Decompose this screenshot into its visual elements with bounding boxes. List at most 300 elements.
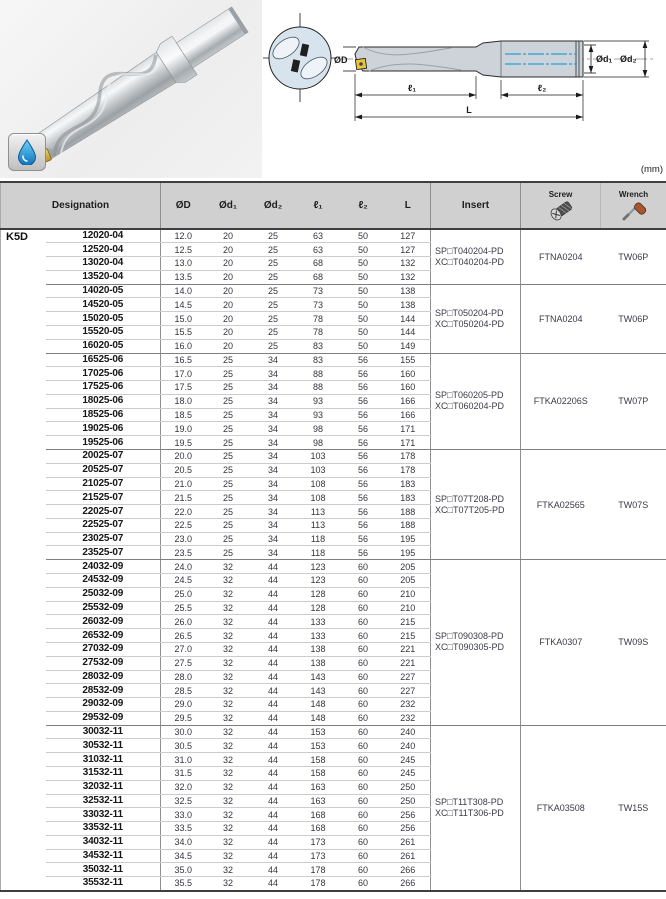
length-cell: 132 [386,257,431,271]
designation-cell: 30032-11 [46,725,161,739]
od-cell: 33.0 [161,808,206,822]
designation-cell: 25032-09 [46,587,161,601]
od2-cell: 34 [251,422,296,436]
wrench-cell: TW06P [601,284,666,353]
od-cell: 34.0 [161,835,206,849]
l2-cell: 50 [341,339,386,353]
col-header-designation: Designation [1,182,161,229]
od2-cell: 44 [251,670,296,684]
l1-cell: 108 [296,477,341,491]
insert-cell [431,560,521,725]
designation-cell: 18525-06 [46,408,161,422]
designation-cell: 29532-09 [46,711,161,725]
od-cell: 32.0 [161,780,206,794]
insert-designation: SP□T11T308-PD [435,796,504,807]
od2-cell: 44 [251,642,296,656]
l1-cell: 138 [296,656,341,670]
l1-cell: 138 [296,642,341,656]
l2-cell: 56 [341,491,386,505]
od-cell: 26.5 [161,629,206,643]
wrench-cell: TW07P [601,353,666,449]
insert-designation: XC□T090305-PD [435,642,504,653]
od1-cell: 32 [206,863,251,877]
designation-cell: 32532-11 [46,794,161,808]
l1-cell: 83 [296,353,341,367]
od1-cell: 32 [206,753,251,767]
od1-cell: 25 [206,463,251,477]
designation-cell: 31532-11 [46,766,161,780]
od1-cell: 25 [206,394,251,408]
l2-cell: 50 [341,284,386,298]
l1-cell: 123 [296,574,341,588]
od1-cell: 32 [206,698,251,712]
l1-cell: 173 [296,849,341,863]
l1-cell: 148 [296,711,341,725]
od2-cell: 34 [251,450,296,464]
od2-cell: 25 [251,270,296,284]
designation-cell: 20025-07 [46,450,161,464]
designation-cell: 21025-07 [46,477,161,491]
od1-cell: 25 [206,408,251,422]
od2-cell: 44 [251,849,296,863]
od1-cell: 25 [206,532,251,546]
designation-cell: 16525-06 [46,353,161,367]
length-cell: 149 [386,339,431,353]
designation-cell: 32032-11 [46,780,161,794]
od-cell: 16.5 [161,353,206,367]
od2-cell: 44 [251,863,296,877]
l2-cell: 60 [341,780,386,794]
screw-cell: FTKA02565 [521,450,601,560]
insert-designation: SP□T090308-PD [435,631,504,642]
l2-cell: 50 [341,312,386,326]
od1-cell: 25 [206,491,251,505]
designation-cell: 23525-07 [46,546,161,560]
od2-cell: 44 [251,629,296,643]
dim-label-l1: ℓ₁ [407,83,417,93]
od2-cell: 44 [251,698,296,712]
dim-label-l2: ℓ₂ [537,83,547,93]
l1-cell: 163 [296,794,341,808]
length-cell: 127 [386,243,431,257]
table-body [1,229,666,891]
od-cell: 22.0 [161,505,206,519]
insert-designation: XC□T11T306-PD [435,807,504,818]
designation-cell: 12020-04 [46,229,161,243]
dim-label-od1: Ød₁ [596,54,613,64]
l1-cell: 98 [296,436,341,450]
l2-cell: 60 [341,684,386,698]
l1-cell: 173 [296,835,341,849]
od-cell: 17.5 [161,381,206,395]
l1-cell: 73 [296,284,341,298]
od1-cell: 20 [206,312,251,326]
od-cell: 20.0 [161,450,206,464]
spec-row [1,560,666,574]
designation-cell: 29032-09 [46,698,161,712]
od1-cell: 25 [206,477,251,491]
length-cell: 256 [386,808,431,822]
coolant-drop-icon [16,139,38,165]
od-cell: 27.5 [161,656,206,670]
od2-cell: 44 [251,822,296,836]
od1-cell: 32 [206,642,251,656]
length-cell: 210 [386,587,431,601]
l2-cell: 60 [341,794,386,808]
length-cell: 266 [386,877,431,891]
l2-cell: 60 [341,725,386,739]
od2-cell: 25 [251,284,296,298]
od1-cell: 20 [206,243,251,257]
od2-cell: 34 [251,353,296,367]
l1-cell: 178 [296,877,341,891]
l2-cell: 60 [341,642,386,656]
l2-cell: 56 [341,353,386,367]
od-cell: 28.0 [161,670,206,684]
od-cell: 33.5 [161,822,206,836]
designation-cell: 15020-05 [46,312,161,326]
length-cell: 232 [386,711,431,725]
l2-cell: 56 [341,436,386,450]
l1-cell: 113 [296,505,341,519]
od-cell: 13.5 [161,270,206,284]
od2-cell: 44 [251,780,296,794]
table-header [1,182,666,229]
l1-cell: 158 [296,753,341,767]
length-cell: 144 [386,325,431,339]
od1-cell: 25 [206,353,251,367]
length-cell: 160 [386,367,431,381]
spec-row [1,353,666,367]
od-cell: 22.5 [161,518,206,532]
spec-row [1,284,666,298]
l1-cell: 143 [296,670,341,684]
od1-cell: 20 [206,325,251,339]
od2-cell: 44 [251,574,296,588]
l1-cell: 103 [296,450,341,464]
l1-cell: 113 [296,518,341,532]
od2-cell: 34 [251,477,296,491]
l1-cell: 103 [296,463,341,477]
length-cell: 250 [386,794,431,808]
length-cell: 132 [386,270,431,284]
screw-cell: FTNA0204 [521,229,601,284]
od1-cell: 32 [206,766,251,780]
l2-cell: 56 [341,408,386,422]
l1-cell: 143 [296,684,341,698]
length-cell: 227 [386,684,431,698]
od-cell: 21.5 [161,491,206,505]
od1-cell: 32 [206,684,251,698]
l2-cell: 50 [341,270,386,284]
designation-cell: 18025-06 [46,394,161,408]
designation-cell: 28032-09 [46,670,161,684]
od1-cell: 20 [206,257,251,271]
od-cell: 17.0 [161,367,206,381]
od1-cell: 32 [206,615,251,629]
length-cell: 195 [386,532,431,546]
length-cell: 138 [386,298,431,312]
od2-cell: 44 [251,684,296,698]
length-cell: 188 [386,518,431,532]
l1-cell: 133 [296,615,341,629]
l2-cell: 60 [341,656,386,670]
od-cell: 25.5 [161,601,206,615]
od-cell: 30.0 [161,725,206,739]
length-cell: 215 [386,615,431,629]
spec-row [1,229,666,243]
insert-designation: SP□T07T208-PD [435,493,504,504]
l1-cell: 163 [296,780,341,794]
od-cell: 19.5 [161,436,206,450]
screw-icon [548,200,574,222]
l2-cell: 56 [341,450,386,464]
designation-cell: 22025-07 [46,505,161,519]
l1-cell: 178 [296,863,341,877]
screw-cell: FTKA0307 [521,560,601,725]
od2-cell: 44 [251,794,296,808]
length-cell: 127 [386,229,431,243]
l2-cell: 60 [341,822,386,836]
length-cell: 245 [386,766,431,780]
drill-photo [12,0,262,172]
l2-cell: 56 [341,463,386,477]
designation-cell: 35032-11 [46,863,161,877]
od2-cell: 44 [251,587,296,601]
l2-cell: 60 [341,698,386,712]
od-cell: 31.5 [161,766,206,780]
od1-cell: 25 [206,518,251,532]
od1-cell: 25 [206,367,251,381]
od2-cell: 25 [251,339,296,353]
od2-cell: 25 [251,257,296,271]
length-cell: 245 [386,753,431,767]
l1-cell: 153 [296,725,341,739]
length-cell: 188 [386,505,431,519]
od-cell: 12.5 [161,243,206,257]
designation-cell: 14520-05 [46,298,161,312]
od-cell: 35.5 [161,877,206,891]
l1-cell: 63 [296,229,341,243]
col-header-wrench [601,182,666,229]
od2-cell: 44 [251,766,296,780]
l1-cell: 88 [296,367,341,381]
designation-cell: 33032-11 [46,808,161,822]
od1-cell: 32 [206,877,251,891]
wrench-label: Wrench [618,189,649,199]
designation-cell: 13020-04 [46,257,161,271]
od1-cell: 32 [206,656,251,670]
od-cell: 15.0 [161,312,206,326]
od1-cell: 20 [206,339,251,353]
designation-cell: 31032-11 [46,753,161,767]
od-cell: 18.0 [161,394,206,408]
l2-cell: 60 [341,615,386,629]
l2-cell: 50 [341,229,386,243]
od-cell: 34.5 [161,849,206,863]
od2-cell: 34 [251,381,296,395]
product-header [0,0,666,181]
l2-cell: 60 [341,808,386,822]
l2-cell: 50 [341,325,386,339]
od-cell: 18.5 [161,408,206,422]
od-cell: 14.0 [161,284,206,298]
length-cell: 178 [386,450,431,464]
od-cell: 35.0 [161,863,206,877]
l2-cell: 60 [341,587,386,601]
od2-cell: 25 [251,229,296,243]
l1-cell: 63 [296,243,341,257]
designation-cell: 35532-11 [46,877,161,891]
length-cell: 166 [386,408,431,422]
od-cell: 31.0 [161,753,206,767]
od-cell: 23.0 [161,532,206,546]
l1-cell: 68 [296,270,341,284]
l2-cell: 60 [341,766,386,780]
od1-cell: 32 [206,725,251,739]
length-cell: 227 [386,670,431,684]
col-header-od: ØD [161,182,206,229]
od2-cell: 44 [251,711,296,725]
screw-cell: FTKA03508 [521,725,601,890]
od2-cell: 44 [251,835,296,849]
od-cell: 30.5 [161,739,206,753]
od2-cell: 34 [251,491,296,505]
od-cell: 27.0 [161,642,206,656]
l2-cell: 50 [341,257,386,271]
l2-cell: 56 [341,532,386,546]
designation-cell: 22525-07 [46,518,161,532]
l2-cell: 56 [341,518,386,532]
length-cell: 195 [386,546,431,560]
od2-cell: 25 [251,325,296,339]
designation-cell: 27032-09 [46,642,161,656]
length-cell: 221 [386,656,431,670]
designation-cell: 16020-05 [46,339,161,353]
od1-cell: 32 [206,822,251,836]
od1-cell: 25 [206,505,251,519]
od1-cell: 32 [206,808,251,822]
l1-cell: 118 [296,532,341,546]
col-header-l2: ℓ₂ [341,182,386,229]
length-cell: 160 [386,381,431,395]
l2-cell: 60 [341,560,386,574]
spec-row [1,450,666,464]
od2-cell: 44 [251,725,296,739]
l1-cell: 78 [296,312,341,326]
designation-cell: 33532-11 [46,822,161,836]
designation-cell: 24032-09 [46,560,161,574]
l2-cell: 50 [341,243,386,257]
od2-cell: 34 [251,505,296,519]
od1-cell: 20 [206,298,251,312]
l2-cell: 56 [341,546,386,560]
wrench-cell: TW06P [601,229,666,284]
designation-cell: 13520-04 [46,270,161,284]
length-cell: 256 [386,822,431,836]
insert-cell [431,353,521,449]
designation-cell: 15520-05 [46,325,161,339]
l1-cell: 168 [296,822,341,836]
l2-cell: 56 [341,367,386,381]
designation-cell: 14020-05 [46,284,161,298]
length-cell: 261 [386,835,431,849]
od1-cell: 25 [206,436,251,450]
designation-cell: 26532-09 [46,629,161,643]
wrench-cell: TW07S [601,450,666,560]
length-cell: 261 [386,849,431,863]
coolant-badge [8,133,46,171]
length-cell: 166 [386,394,431,408]
col-header-screw [521,182,601,229]
col-header-length: L [386,182,431,229]
length-cell: 250 [386,780,431,794]
designation-cell: 20525-07 [46,463,161,477]
length-cell: 232 [386,698,431,712]
od1-cell: 25 [206,450,251,464]
designation-cell: 23025-07 [46,532,161,546]
insert-cell [431,725,521,890]
insert-cell [431,284,521,353]
insert-designation: SP□T050204-PD [435,307,504,318]
l1-cell: 93 [296,408,341,422]
designation-cell: 17525-06 [46,381,161,395]
od1-cell: 32 [206,601,251,615]
od-cell: 32.5 [161,794,206,808]
col-header-l1: ℓ₁ [296,182,341,229]
od1-cell: 32 [206,670,251,684]
od1-cell: 25 [206,546,251,560]
od2-cell: 44 [251,615,296,629]
length-cell: 155 [386,353,431,367]
od-cell: 24.5 [161,574,206,588]
dim-label-length: L [466,105,472,115]
od1-cell: 25 [206,422,251,436]
series-label: K5D [6,231,29,243]
l2-cell: 56 [341,422,386,436]
od2-cell: 34 [251,394,296,408]
length-cell: 205 [386,560,431,574]
insert-designation: XC□T07T205-PD [435,504,505,515]
od1-cell: 32 [206,739,251,753]
l2-cell: 60 [341,574,386,588]
l2-cell: 56 [341,505,386,519]
insert-designation: XC□T040204-PD [435,256,504,267]
od-cell: 24.0 [161,560,206,574]
l2-cell: 60 [341,863,386,877]
od2-cell: 34 [251,532,296,546]
l2-cell: 60 [341,753,386,767]
designation-cell: 19025-06 [46,422,161,436]
od1-cell: 32 [206,587,251,601]
designation-cell: 30532-11 [46,739,161,753]
insert-designation: SP□T060205-PD [435,390,504,401]
wrench-cell: TW15S [601,725,666,890]
insert-designation: XC□T050204-PD [435,318,504,329]
od2-cell: 34 [251,463,296,477]
l1-cell: 168 [296,808,341,822]
length-cell: 240 [386,739,431,753]
od2-cell: 44 [251,808,296,822]
od2-cell: 44 [251,877,296,891]
l1-cell: 108 [296,491,341,505]
spec-row [1,725,666,739]
od1-cell: 20 [206,229,251,243]
designation-cell: 26032-09 [46,615,161,629]
l2-cell: 56 [341,381,386,395]
insert-cell [431,229,521,284]
length-cell: 183 [386,491,431,505]
